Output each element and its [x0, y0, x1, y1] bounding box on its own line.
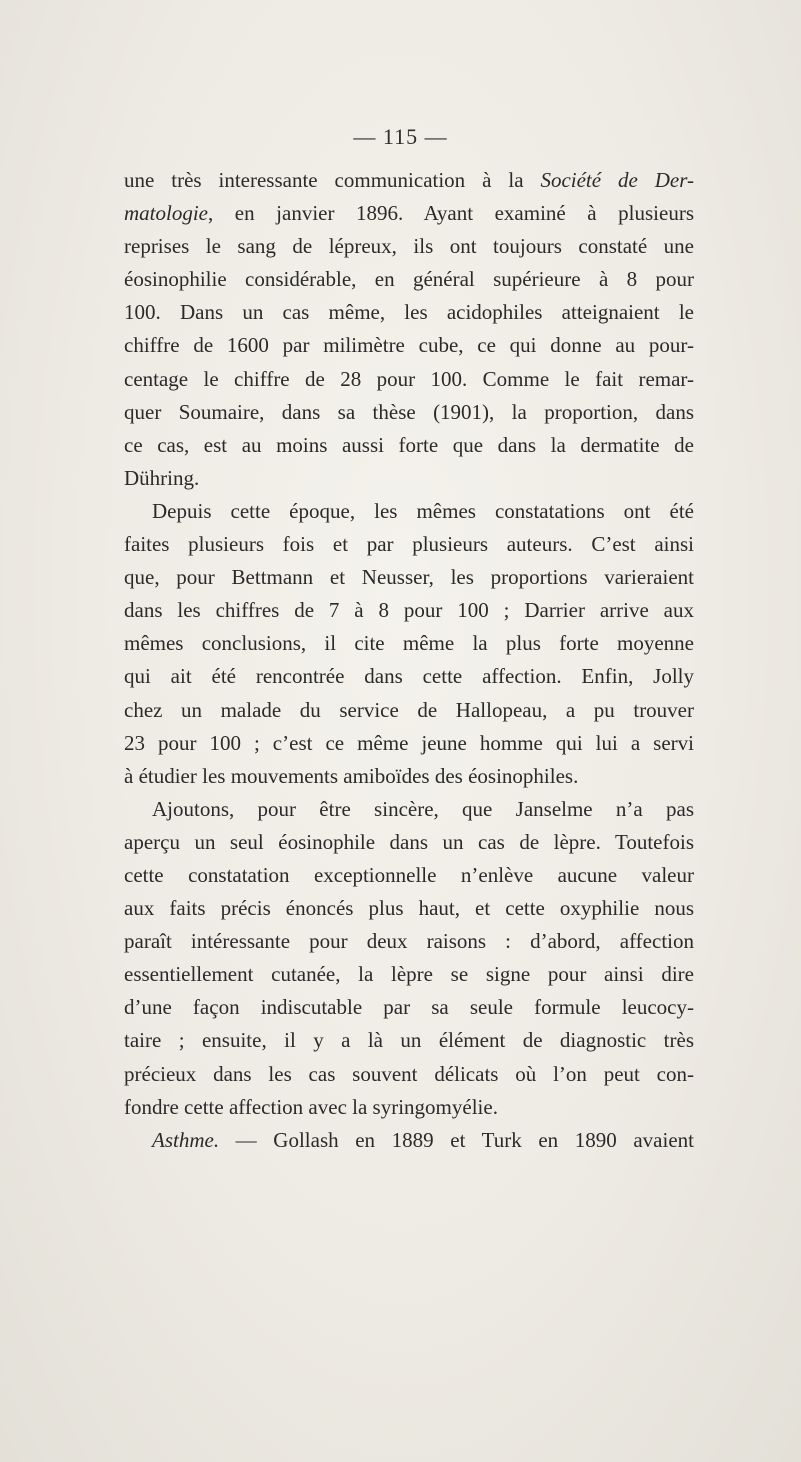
italic-text: Société de Der- [540, 168, 694, 192]
text-line [124, 363, 694, 396]
text-line [124, 727, 694, 760]
text-line [124, 164, 694, 197]
text-line [124, 263, 694, 296]
text-line [124, 627, 694, 660]
text-line [124, 1024, 694, 1057]
text-line [124, 462, 694, 495]
text-line [124, 1124, 694, 1157]
body-text [124, 164, 694, 1157]
text-line [124, 329, 694, 362]
text-run: fondre cette affection avec la syringomyélie. [124, 1094, 498, 1119]
paragraph [124, 1124, 694, 1157]
text-line [124, 528, 694, 561]
text-run: dans les chiffres de 7 à 8 pour 100 ; Darrier arrive aux [124, 598, 694, 623]
text-run: reprises le sang de lépreux, ils ont toujours constaté une [124, 234, 694, 259]
text-run: cette constatation exceptionnelle n’enlève aucune valeur [124, 862, 694, 887]
text-line [124, 561, 694, 594]
text-line [124, 1091, 694, 1124]
text-run: précieux dans les cas souvent délicats où l’on peut con- [124, 1061, 694, 1086]
text-run: Dühring. [124, 465, 200, 490]
text-line [124, 694, 694, 727]
paragraph [124, 793, 694, 1124]
text-line [124, 429, 694, 462]
text-line [124, 859, 694, 892]
text-line [124, 396, 694, 429]
text-line [124, 296, 694, 329]
text-run: une très interessante communication à la [124, 168, 541, 192]
page-number: — 115 — [353, 124, 448, 149]
paragraph [124, 495, 694, 793]
text-line [124, 760, 694, 793]
text-run: qui ait été rencontrée dans cette affection. Enfin, Jolly [124, 664, 694, 689]
text-run: que, pour Bettmann et Neusser, les proportions varieraient [124, 565, 694, 590]
text-run: chiffre de 1600 par milimètre cube, ce qui donne au pour- [124, 333, 694, 358]
text-line [124, 958, 694, 991]
italic-text: matologie [124, 201, 208, 226]
text-run: centage le chiffre de 28 pour 100. Comme le fait remar- [124, 366, 694, 391]
text-run: aux faits précis énoncés plus haut, et cette oxyphilie nous [124, 896, 694, 921]
text-line [124, 991, 694, 1024]
text-line [124, 925, 694, 958]
text-run: aperçu un seul éosinophile dans un cas de lèpre. Toutefois [124, 829, 694, 854]
text-run: Ajoutons, pour être sincère, que Janselme n’a pas [152, 796, 694, 821]
text-run: — Gollash en 1889 et Turk en 1890 avaient [219, 1127, 694, 1152]
text-run: paraît intéressante pour deux raisons : d’abord, affection [124, 929, 694, 954]
text-run: chez un malade du service de Hallopeau, a pu trouver [124, 697, 694, 722]
text-line [124, 1058, 694, 1091]
text-run: , en janvier 1896. Ayant examiné à plusieurs [208, 201, 694, 226]
text-run: d’une façon indiscutable par sa seule formule leucocy- [124, 995, 694, 1020]
text-run: à étudier les mouvements amiboïdes des éosinophiles. [124, 763, 579, 788]
text-line [124, 594, 694, 627]
text-run: Depuis cette époque, les mêmes constatations ont été [152, 498, 694, 523]
text-run: 23 pour 100 ; c’est ce même jeune homme qui lui a servi [124, 730, 694, 755]
text-line [124, 793, 694, 826]
text-run: quer Soumaire, dans sa thèse (1901), la proportion, dans [124, 399, 694, 424]
text-run: mêmes conclusions, il cite même la plus forte moyenne [124, 631, 694, 656]
text-line [124, 230, 694, 263]
text-run: ce cas, est au moins aussi forte que dans la dermatite de [124, 432, 694, 457]
text-run: 100. Dans un cas même, les acidophiles atteignaient le [124, 300, 694, 325]
paragraph [124, 164, 694, 495]
text-line [124, 197, 694, 230]
text-line [124, 495, 694, 528]
text-run: faites plusieurs fois et par plusieurs auteurs. C’est ainsi [124, 532, 694, 557]
text-run: éosinophilie considérable, en général supérieure à 8 pour [124, 267, 694, 292]
text-run: essentiellement cutanée, la lèpre se signe pour ainsi dire [124, 962, 694, 987]
text-line [124, 660, 694, 693]
text-line [124, 826, 694, 859]
text-run: taire ; ensuite, il y a là un élément de diagnostic très [124, 1028, 694, 1053]
italic-text: Asthme. [152, 1127, 220, 1152]
text-line [124, 892, 694, 925]
